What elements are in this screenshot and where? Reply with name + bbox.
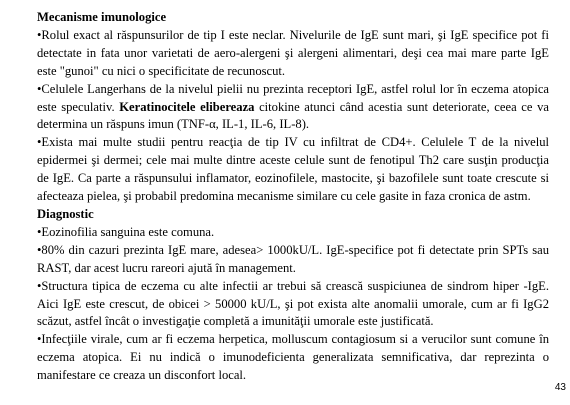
paragraph-ige: •80% din cazuri prezinta IgE mare, adesea> 1000kU/L. IgE-specifice pot fi detectate prin SPTs sau RAST, dar acest lucru rareori ajută în management. bbox=[37, 242, 549, 275]
paragraph-langerhans-text: •Celulele Langerhans de la nivelul pielii nu prezinta receptori IgE, astfel rolul lor în eczema atopica este speculativ. bbox=[37, 81, 549, 114]
paragraph-viral-infections: •Infecţiile virale, cum ar fi eczema herpetica, molluscum contagiosum si a verucilor sunt comune în eczema atopica. Ei nu indică o imunodeficienta generalizata semnificativa, dar reprezinta o manifestare ce creaza un disconfort local. bbox=[37, 332, 549, 383]
paragraph-langerhans-cont: citokine atunci când acestia sunt deteriorate, ceea ce va determina un răspuns imun (TNF-α, IL-1, IL-6, IL-8). bbox=[37, 99, 550, 132]
paragraph-eosinophilia: •Eozinofilia sanguina este comuna. bbox=[37, 224, 215, 239]
keratinocytes-bold-text: Keratinocitele elibereaza bbox=[119, 99, 255, 114]
slide-content bbox=[37, 9, 549, 385]
paragraph-hyper-ige: •Structura tipica de eczema cu alte infectii ar trebui să crească suspiciunea de sindrom hiper -IgE. Aici IgE este crescut, de obicei > 50000 kU/L, şi pot exista alte anomalii umorale, cum ar fi IgG2 scăzut, astfel încât o investigaţie completă a imunităţii umorale este justificată. bbox=[37, 278, 549, 329]
section-heading-immunologic: Mecanisme imunologice bbox=[37, 10, 167, 24]
paragraph-type-iv: •Exista mai multe studii pentru reacţia de tip IV cu infiltrat de CD4+. Celulele T de la nivelul epidermei şi dermei; cele mai multe dintre aceste celule sunt de fenotipul Th2 care susţin producţia de IgE. Ca parte a răspunsului inflamator, eozinofilele, mastocite, şi bazofilele sunt toate crescute si afecteaza pielea, şi probabil predomina mecanisme similare cu cele gasite in faza cronica de astm. bbox=[37, 135, 549, 204]
page-number: 43 bbox=[554, 382, 566, 393]
paragraph-langerhans bbox=[37, 81, 549, 135]
section-heading-diagnostic: Diagnostic bbox=[37, 206, 94, 221]
paragraph-type-i: •Rolul exact al răspunsurilor de tip I este neclar. Nivelurile de IgE sunt mari, şi IgE specifice pot fi detectate in fata unor varietati de aero-alergeni şi alergeni alimentari, deşi cea mai mare parte IgE este "gunoi" cu nici o specificitate de recunoscut. bbox=[37, 27, 549, 78]
